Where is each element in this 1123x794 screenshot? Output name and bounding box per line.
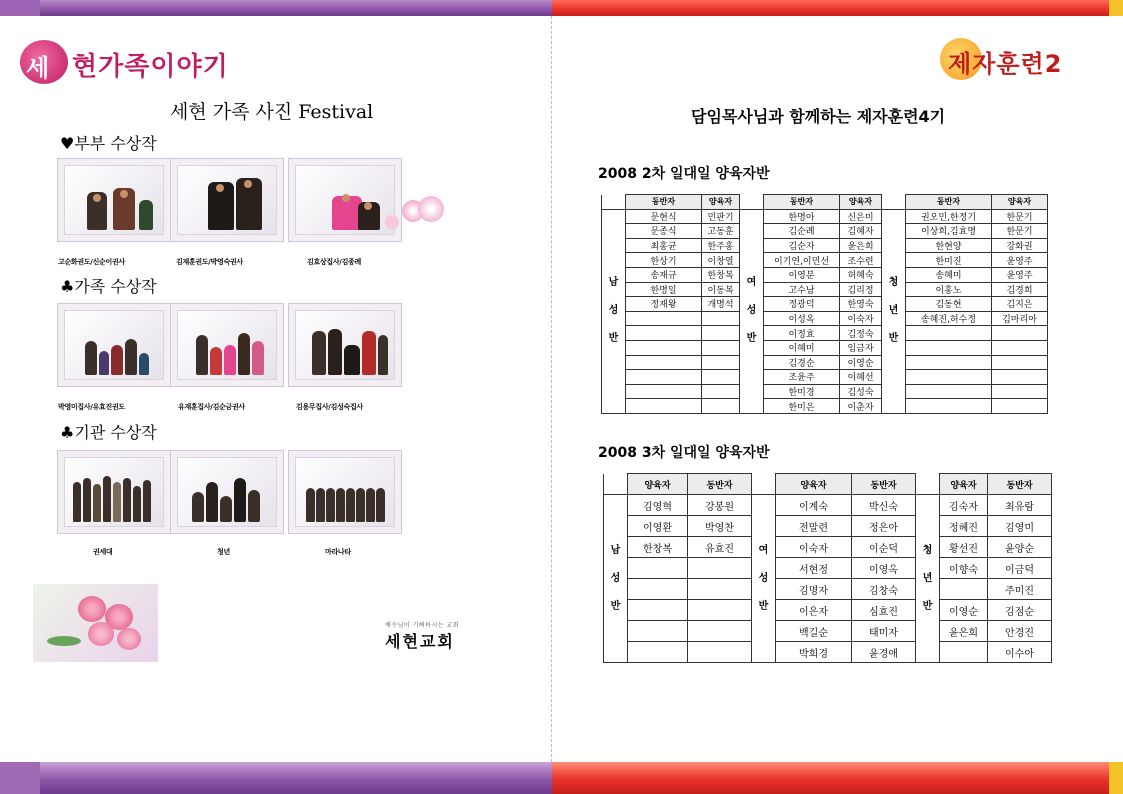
name-cell: 정재왕 bbox=[626, 297, 702, 312]
name-cell: 이영순 bbox=[940, 600, 988, 621]
column-header: 양육자 bbox=[940, 474, 988, 495]
name-cell bbox=[906, 326, 992, 341]
name-cell: 최홍균 bbox=[626, 238, 702, 253]
name-cell: 김명자 bbox=[776, 579, 852, 600]
name-cell: 김혜자 bbox=[840, 224, 882, 239]
name-cell: 한문기 bbox=[992, 224, 1048, 239]
name-cell bbox=[906, 370, 992, 385]
group-label-youth bbox=[882, 209, 906, 413]
name-cell bbox=[626, 384, 702, 399]
name-cell: 이창열 bbox=[702, 253, 740, 268]
name-cell: 조윤주 bbox=[764, 370, 840, 385]
discipleship-logo bbox=[940, 38, 1090, 82]
group-label-char: 여 bbox=[746, 277, 757, 289]
name-cell: 유효진 bbox=[688, 537, 752, 558]
family-section-label: ♣가족 수상작 bbox=[60, 277, 157, 296]
name-cell: 이계숙 bbox=[776, 495, 852, 516]
header-spacer bbox=[740, 195, 764, 210]
name-cell: 조수련 bbox=[840, 253, 882, 268]
column-header: 양육자 bbox=[702, 195, 740, 210]
name-cell: 고수남 bbox=[764, 282, 840, 297]
column-header: 양육자 bbox=[992, 195, 1048, 210]
column-header: 동반자 bbox=[626, 195, 702, 210]
name-cell: 김영혁 bbox=[628, 495, 688, 516]
table-row bbox=[604, 516, 1052, 537]
name-cell: 한현양 bbox=[906, 238, 992, 253]
page-fold bbox=[551, 16, 552, 762]
name-cell: 백길순 bbox=[776, 621, 852, 642]
name-cell: 이정효 bbox=[764, 326, 840, 341]
column-header: 양육자 bbox=[628, 474, 688, 495]
name-cell bbox=[688, 642, 752, 663]
group-section-label: ♣기관 수상작 bbox=[60, 423, 157, 442]
group-label-char: 반 bbox=[758, 600, 769, 612]
group-label-char: 반 bbox=[922, 600, 933, 612]
name-cell bbox=[628, 621, 688, 642]
group-label-char: 남 bbox=[610, 544, 621, 556]
church-slogan: 예수님이 기뻐하시는 교회 bbox=[385, 622, 460, 629]
table-row bbox=[604, 642, 1052, 663]
name-cell: 김성숙 bbox=[840, 384, 882, 399]
column-header: 양육자 bbox=[840, 195, 882, 210]
table-row bbox=[602, 340, 1048, 355]
table-row bbox=[604, 537, 1052, 558]
family-photo-1 bbox=[57, 303, 171, 387]
name-cell: 이은자 bbox=[776, 600, 852, 621]
name-cell bbox=[626, 370, 702, 385]
name-cell: 문현식 bbox=[626, 209, 702, 224]
bottom-band-left bbox=[0, 762, 552, 794]
group-label-men bbox=[602, 209, 626, 413]
column-header: 동반자 bbox=[906, 195, 992, 210]
name-cell: 김순례 bbox=[764, 224, 840, 239]
name-cell: 한영숙 bbox=[840, 297, 882, 312]
name-cell bbox=[992, 355, 1048, 370]
table-row bbox=[604, 600, 1052, 621]
name-cell bbox=[992, 399, 1048, 414]
name-cell bbox=[702, 326, 740, 341]
name-cell bbox=[992, 326, 1048, 341]
name-cell: 이영옥 bbox=[852, 558, 916, 579]
table-row bbox=[602, 297, 1048, 312]
logo-text: 현가족이야기 bbox=[72, 52, 229, 82]
name-cell: 한창복 bbox=[628, 537, 688, 558]
name-cell: 주미진 bbox=[988, 579, 1052, 600]
table-row bbox=[604, 495, 1052, 516]
group-label-char: 반 bbox=[888, 333, 899, 345]
name-cell: 개명석 bbox=[702, 297, 740, 312]
name-cell: 이성옥 bbox=[764, 311, 840, 326]
table-2008-3rd bbox=[603, 473, 1052, 663]
name-cell bbox=[906, 355, 992, 370]
name-cell bbox=[626, 340, 702, 355]
group-label-char: 성 bbox=[610, 572, 621, 584]
discipleship-logo-text: 제자훈련2 bbox=[948, 50, 1063, 78]
name-cell: 이동복 bbox=[702, 282, 740, 297]
table1-title: 2008 2차 일대일 양육자반 bbox=[598, 166, 770, 182]
group-photo-2 bbox=[170, 450, 284, 534]
name-cell: 이숙자 bbox=[776, 537, 852, 558]
name-cell: 김점순 bbox=[988, 600, 1052, 621]
name-cell: 윤양순 bbox=[988, 537, 1052, 558]
group-caption-2: 청년 bbox=[217, 548, 230, 556]
table-row bbox=[602, 355, 1048, 370]
name-cell bbox=[702, 384, 740, 399]
table2-title: 2008 3차 일대일 양육자반 bbox=[598, 445, 770, 461]
name-cell: 정광덕 bbox=[764, 297, 840, 312]
name-cell: 이춘자 bbox=[840, 399, 882, 414]
table-row bbox=[602, 384, 1048, 399]
group-label-char: 반 bbox=[608, 333, 619, 345]
rose-bouquet bbox=[33, 584, 158, 662]
couple-photo-3 bbox=[288, 158, 402, 242]
group-label-char: 여 bbox=[758, 544, 769, 556]
name-cell bbox=[688, 621, 752, 642]
name-cell: 신은미 bbox=[840, 209, 882, 224]
couple-section-label: ♥부부 수상작 bbox=[60, 134, 157, 153]
name-cell: 김경희 bbox=[992, 282, 1048, 297]
group-photo-3 bbox=[288, 450, 402, 534]
name-cell bbox=[992, 384, 1048, 399]
group-label-char: 청 bbox=[888, 277, 899, 289]
name-cell: 권오민,한정기 bbox=[906, 209, 992, 224]
table-row bbox=[602, 224, 1048, 239]
name-cell: 김경순 bbox=[764, 355, 840, 370]
name-cell: 임금자 bbox=[840, 340, 882, 355]
name-cell bbox=[940, 579, 988, 600]
table-row bbox=[602, 370, 1048, 385]
name-cell bbox=[702, 340, 740, 355]
family-caption-1: 박영미집사/유효진권도 bbox=[58, 403, 125, 411]
name-cell bbox=[940, 642, 988, 663]
name-cell: 한문기 bbox=[992, 209, 1048, 224]
table-row bbox=[602, 399, 1048, 414]
group-label-char: 반 bbox=[746, 333, 757, 345]
name-cell bbox=[688, 579, 752, 600]
name-cell: 강화권 bbox=[992, 238, 1048, 253]
logo-bubble-text: 세 bbox=[26, 54, 50, 82]
header-spacer bbox=[882, 195, 906, 210]
name-cell bbox=[626, 355, 702, 370]
name-cell: 송혜미 bbox=[906, 267, 992, 282]
name-cell: 김지은 bbox=[992, 297, 1048, 312]
group-label-women bbox=[752, 495, 776, 663]
name-cell: 이금덕 bbox=[988, 558, 1052, 579]
top-band-right bbox=[552, 0, 1123, 16]
header-spacer bbox=[602, 195, 626, 210]
name-cell: 정혜진 bbox=[940, 516, 988, 537]
name-cell bbox=[992, 340, 1048, 355]
name-cell bbox=[628, 600, 688, 621]
name-cell bbox=[702, 311, 740, 326]
church-name: 세현교회 bbox=[385, 632, 455, 651]
name-cell: 이혜미 bbox=[764, 340, 840, 355]
column-header: 양육자 bbox=[776, 474, 852, 495]
column-header: 동반자 bbox=[688, 474, 752, 495]
name-cell bbox=[626, 326, 702, 341]
name-cell bbox=[702, 399, 740, 414]
family-photo-3 bbox=[288, 303, 402, 387]
table-row bbox=[604, 621, 1052, 642]
group-label-char: 년 bbox=[888, 305, 899, 317]
name-cell: 태미자 bbox=[852, 621, 916, 642]
column-header: 동반자 bbox=[764, 195, 840, 210]
group-label-char: 성 bbox=[608, 305, 619, 317]
table-row bbox=[604, 579, 1052, 600]
table-row bbox=[602, 253, 1048, 268]
group-label-char: 청 bbox=[922, 544, 933, 556]
name-cell: 서현정 bbox=[776, 558, 852, 579]
name-cell: 심효진 bbox=[852, 600, 916, 621]
name-cell: 이영분 bbox=[764, 267, 840, 282]
name-cell: 김창숙 bbox=[852, 579, 916, 600]
name-cell: 한주홍 bbox=[702, 238, 740, 253]
group-label-char: 성 bbox=[746, 305, 757, 317]
name-cell: 김동현 bbox=[906, 297, 992, 312]
name-cell: 김마리아 bbox=[992, 311, 1048, 326]
name-cell: 이상희,김효명 bbox=[906, 224, 992, 239]
family-story-logo bbox=[20, 40, 230, 84]
name-cell bbox=[628, 579, 688, 600]
name-cell: 한상기 bbox=[626, 253, 702, 268]
name-cell: 이숙자 bbox=[840, 311, 882, 326]
table-2008-2nd bbox=[601, 194, 1048, 414]
group-photo-1 bbox=[57, 450, 171, 534]
name-cell: 박영찬 bbox=[688, 516, 752, 537]
name-cell: 안경진 bbox=[988, 621, 1052, 642]
name-cell: 윤영주 bbox=[992, 253, 1048, 268]
table-row bbox=[602, 209, 1048, 224]
name-cell: 윤영주 bbox=[992, 267, 1048, 282]
couple-caption-3: 김효상집사/김종례 bbox=[307, 258, 361, 266]
festival-title: 세현 가족 사진 Festival bbox=[170, 101, 374, 123]
name-cell: 이영순 bbox=[840, 355, 882, 370]
table-row bbox=[604, 558, 1052, 579]
name-cell bbox=[906, 340, 992, 355]
church-logo bbox=[385, 620, 459, 652]
name-cell: 윤경애 bbox=[852, 642, 916, 663]
name-cell: 김숙자 bbox=[940, 495, 988, 516]
name-cell: 김리정 bbox=[840, 282, 882, 297]
name-cell: 한미진 bbox=[906, 253, 992, 268]
name-cell bbox=[906, 384, 992, 399]
name-cell: 한명아 bbox=[764, 209, 840, 224]
name-cell bbox=[626, 311, 702, 326]
name-cell: 이혜선 bbox=[840, 370, 882, 385]
name-cell bbox=[628, 558, 688, 579]
name-cell: 김정숙 bbox=[840, 326, 882, 341]
group-caption-1: 권세대 bbox=[93, 548, 113, 556]
table-row bbox=[602, 238, 1048, 253]
name-cell bbox=[702, 355, 740, 370]
name-cell: 박희경 bbox=[776, 642, 852, 663]
header-spacer bbox=[916, 474, 940, 495]
table-row bbox=[602, 267, 1048, 282]
discipleship-title: 담임목사님과 함께하는 제자훈련4기 bbox=[691, 107, 946, 126]
name-cell: 고동훈 bbox=[702, 224, 740, 239]
name-cell bbox=[626, 399, 702, 414]
bottom-band-right bbox=[552, 762, 1123, 794]
name-cell bbox=[702, 370, 740, 385]
name-cell: 강봉원 bbox=[688, 495, 752, 516]
table-row bbox=[602, 326, 1048, 341]
name-cell: 민판기 bbox=[702, 209, 740, 224]
name-cell: 이영환 bbox=[628, 516, 688, 537]
name-cell: 이기연,이민선 bbox=[764, 253, 840, 268]
name-cell: 전말련 bbox=[776, 516, 852, 537]
name-cell: 허혜숙 bbox=[840, 267, 882, 282]
name-cell: 윤은희 bbox=[940, 621, 988, 642]
table-row bbox=[602, 311, 1048, 326]
group-label-char: 반 bbox=[610, 600, 621, 612]
name-cell: 문종식 bbox=[626, 224, 702, 239]
group-label-char: 년 bbox=[922, 572, 933, 584]
top-band-left bbox=[0, 0, 552, 16]
group-label-char: 남 bbox=[608, 277, 619, 289]
couple-caption-2: 김재훈권도/박영숙권사 bbox=[176, 258, 243, 266]
couple-photo-2 bbox=[170, 158, 284, 242]
name-cell: 이순덕 bbox=[852, 537, 916, 558]
group-label-char: 성 bbox=[758, 572, 769, 584]
table-row bbox=[602, 282, 1048, 297]
column-header: 동반자 bbox=[852, 474, 916, 495]
name-cell: 이홍노 bbox=[906, 282, 992, 297]
family-caption-3: 김용무집사/김성숙집사 bbox=[296, 403, 363, 411]
name-cell: 김영미 bbox=[988, 516, 1052, 537]
name-cell: 황선진 bbox=[940, 537, 988, 558]
couple-photo-1 bbox=[57, 158, 171, 242]
family-photo-2 bbox=[170, 303, 284, 387]
name-cell: 김순자 bbox=[764, 238, 840, 253]
name-cell: 이수아 bbox=[988, 642, 1052, 663]
header-spacer bbox=[752, 474, 776, 495]
name-cell: 한명일 bbox=[626, 282, 702, 297]
name-cell: 한미은 bbox=[764, 399, 840, 414]
couple-caption-1: 고순화권도/신순이권사 bbox=[58, 258, 125, 266]
column-header: 동반자 bbox=[988, 474, 1052, 495]
name-cell: 송재규 bbox=[626, 267, 702, 282]
group-label-men bbox=[604, 495, 628, 663]
group-caption-3: 마라나타 bbox=[325, 548, 351, 556]
group-label-youth bbox=[916, 495, 940, 663]
family-caption-2: 유재훈집사/김순금권사 bbox=[178, 403, 245, 411]
name-cell: 윤은희 bbox=[840, 238, 882, 253]
group-label-women bbox=[740, 209, 764, 413]
name-cell bbox=[688, 558, 752, 579]
name-cell: 박신숙 bbox=[852, 495, 916, 516]
name-cell bbox=[906, 399, 992, 414]
header-spacer bbox=[604, 474, 628, 495]
name-cell bbox=[688, 600, 752, 621]
name-cell: 최유람 bbox=[988, 495, 1052, 516]
name-cell: 한미경 bbox=[764, 384, 840, 399]
name-cell: 송혜진,허수정 bbox=[906, 311, 992, 326]
name-cell: 정은아 bbox=[852, 516, 916, 537]
name-cell: 이향숙 bbox=[940, 558, 988, 579]
name-cell: 한창복 bbox=[702, 267, 740, 282]
name-cell bbox=[628, 642, 688, 663]
name-cell bbox=[992, 370, 1048, 385]
